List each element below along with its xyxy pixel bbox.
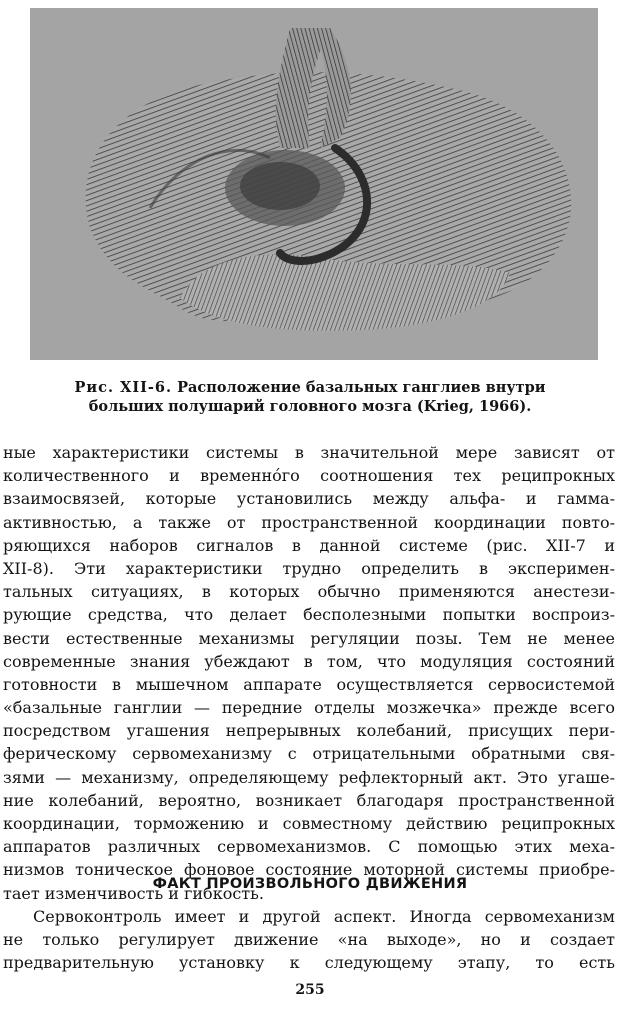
text-line: предварительную установку к следующему этапу, то есть xyxy=(3,953,615,973)
text-line: готовности в мышечном аппарате осуществляется сервосистемой xyxy=(3,674,615,694)
text-line: посредством угашения непрерывных колебаний, присущих пери- xyxy=(3,721,615,741)
text-line: зями — механизму, определяющему рефлекторный акт. Это угаше- xyxy=(3,767,615,787)
text-line: низмов тоническое фоновое состояние моторной системы приобре- xyxy=(3,860,615,880)
text-line: вести естественные механизмы регуляции позы. Тем не менее xyxy=(3,628,615,648)
text-line: «базальные ганглии — передние отделы мозжечка» прежде всего xyxy=(3,698,615,718)
text-line: количественного и временно́го соотношения тех реципрокных xyxy=(3,466,615,486)
text-line: координации, торможению и совместному действию реципрокных xyxy=(3,814,615,833)
text-line: активностью, а также от пространственной координации повто- xyxy=(3,512,615,532)
body-paragraph-1 xyxy=(3,441,615,905)
text-line: ные характеристики системы в значительной мере зависят от xyxy=(3,443,615,462)
text-line: ние колебаний, вероятно, возникает благодаря пространственной xyxy=(3,790,615,810)
caption-text: Расположение базальных ганглиев внутри больших полушарий головного мозга (Krieg, 1966). xyxy=(88,379,546,415)
section-heading: ФАКТ ПРОИЗВОЛЬНОГО ДВИЖЕНИЯ xyxy=(152,876,468,892)
text-line: не только регулирует движение «на выходе», но и создает xyxy=(3,930,615,950)
text-line: тальных ситуациях, в которых обычно применяются анестези- xyxy=(3,582,615,602)
body-paragraph-2 xyxy=(3,905,615,975)
brain-illustration xyxy=(30,8,598,360)
text-line: современные знания убеждают в том, что модуляция состояний xyxy=(3,651,615,671)
caption-label: Рис. XII-6. xyxy=(74,379,173,396)
text-line: Сервоконтроль имеет и другой аспект. Иногда сервомеханизм xyxy=(33,907,615,926)
text-line: рующие средства, что делает бесполезными попытки воспроиз- xyxy=(3,605,615,625)
text-line: ферическому сервомеханизму с отрицательными обратными свя- xyxy=(3,744,615,764)
text-line: XII-8). Эти характеристики трудно определить в эксперимен- xyxy=(3,558,615,578)
figure-caption xyxy=(40,378,580,416)
text-line: аппаратов различных сервомеханизмов. С помощью этих меха- xyxy=(3,837,615,857)
page-number: 255 xyxy=(295,982,325,998)
text-line: взаимосвязей, которые установились между альфа- и гамма- xyxy=(3,489,615,509)
text-line: тает изменчивость и гибкость. xyxy=(3,883,264,903)
text-line: ряющихся наборов сигналов в данной системе (рис. XII-7 и xyxy=(3,535,615,555)
